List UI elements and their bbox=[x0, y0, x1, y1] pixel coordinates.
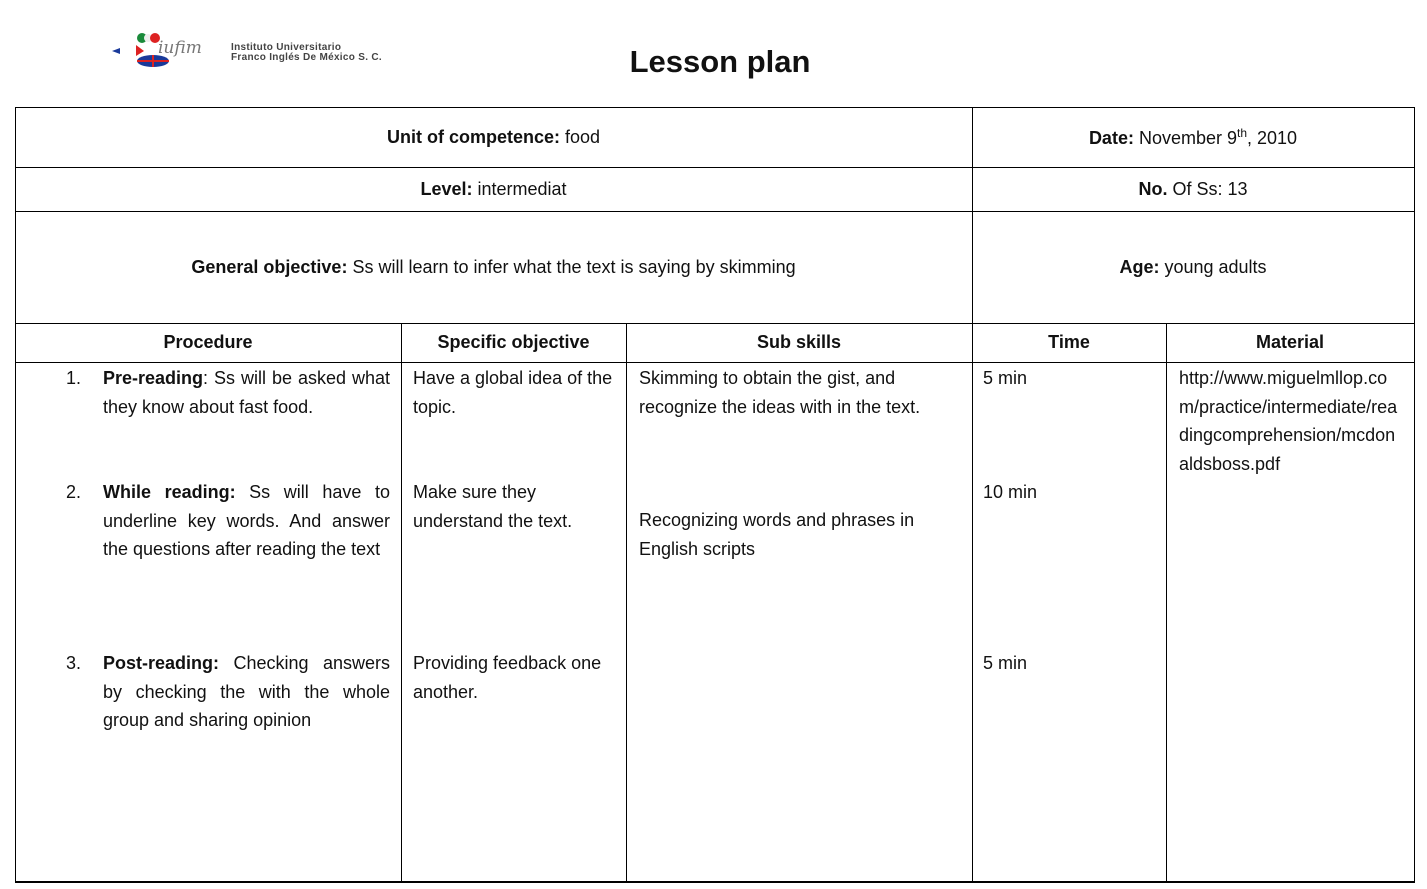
col-sub-skills: Sub skills bbox=[756, 332, 842, 352]
sub-skill: Skimming to obtain the gist, and recognize the ideas with in the text. bbox=[639, 368, 921, 417]
specific-objective: Have a global idea of the topic. bbox=[413, 368, 613, 417]
logo bbox=[108, 30, 468, 70]
col-material: Material bbox=[1255, 332, 1325, 352]
time: 10 min bbox=[983, 482, 1038, 502]
logo-line1: Instituto Universitario bbox=[231, 42, 342, 53]
general-objective: General objective: Ss will learn to infer what the text is saying by skimming bbox=[191, 256, 796, 277]
number-of-students: No. Of Ss: 13 bbox=[1138, 178, 1248, 199]
col-procedure: Procedure bbox=[163, 332, 253, 352]
logo-line2: Franco Inglés De México S. C. bbox=[231, 52, 382, 63]
step-number: 3. bbox=[66, 653, 82, 673]
time: 5 min bbox=[983, 368, 1028, 388]
procedure-step: While reading: Ss will have to underline key words. And answer the questions after reading the text bbox=[103, 482, 390, 559]
flags-logo-icon bbox=[108, 30, 228, 70]
level: Level: intermediat bbox=[420, 178, 567, 199]
date: Date: November 9th, 2010 bbox=[1088, 125, 1298, 148]
procedure-step: Pre-reading: Ss will be asked what they know about fast food. bbox=[103, 368, 390, 417]
age: Age: young adults bbox=[1119, 256, 1267, 277]
procedure-step: Post-reading: Checking answers by checking the with the whole group and sharing opinion bbox=[103, 653, 390, 730]
page-title: Lesson plan bbox=[629, 44, 811, 79]
sub-skill: Recognizing words and phrases in English scripts bbox=[639, 510, 915, 559]
specific-objective: Providing feedback one another. bbox=[413, 653, 602, 702]
step-number: 2. bbox=[66, 482, 82, 502]
specific-objective: Make sure they understand the text. bbox=[413, 482, 573, 531]
unit-of-competence: Unit of competence: food bbox=[386, 126, 601, 147]
svg-text:iufim: iufim bbox=[158, 38, 202, 58]
col-specific-objective: Specific objective bbox=[437, 332, 590, 352]
step-number: 1. bbox=[66, 368, 82, 388]
col-time: Time bbox=[1048, 332, 1090, 352]
material-link[interactable]: http://www.miguelmllop.com/practice/intermediate/readingcomprehension/mcdonaldsboss.pdf bbox=[1179, 368, 1398, 474]
time: 5 min bbox=[983, 653, 1028, 673]
